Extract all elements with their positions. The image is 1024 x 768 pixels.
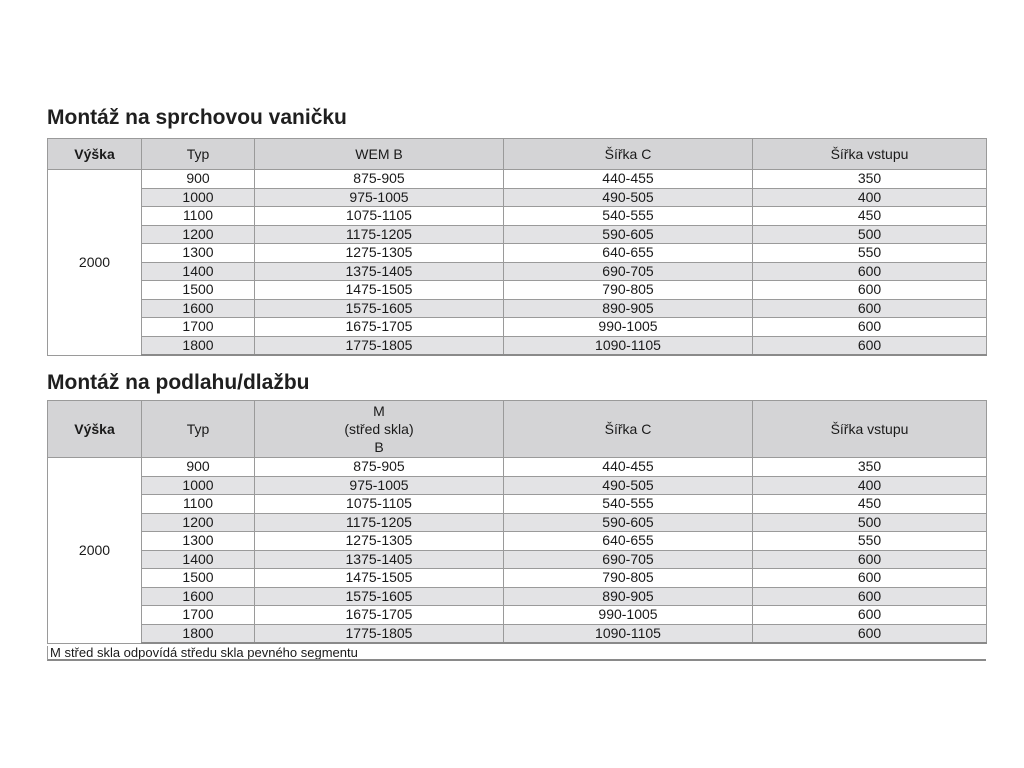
cell-width-c: 440-455: [504, 170, 753, 189]
cell-wem-b: 1175-1205: [255, 225, 504, 244]
cell-type: 1100: [142, 207, 255, 226]
cell-type: 1000: [142, 188, 255, 207]
table-row: [48, 476, 987, 495]
cell-width-c: 590-605: [504, 513, 753, 532]
table-row: [48, 336, 987, 355]
cell-wem-b: 975-1005: [255, 476, 504, 495]
cell-type: 1300: [142, 244, 255, 263]
cell-wem-b: 1675-1705: [255, 606, 504, 625]
cell-height: 2000: [48, 170, 142, 356]
cell-wem-b: 1675-1705: [255, 318, 504, 337]
cell-wem-b: 1275-1305: [255, 532, 504, 551]
table-row: [48, 550, 987, 569]
header-width-c: Šířka C: [504, 139, 753, 170]
cell-width-c: 690-705: [504, 262, 753, 281]
table-row: [48, 606, 987, 625]
table-row: [48, 495, 987, 514]
spec-table-shower-tray: [47, 138, 987, 356]
cell-entry-width: 550: [753, 244, 987, 263]
section-title-floor: Montáž na podlahu/dlažbu: [47, 371, 310, 394]
cell-type: 1700: [142, 606, 255, 625]
cell-wem-b: 1375-1405: [255, 550, 504, 569]
cell-entry-width: 600: [753, 550, 987, 569]
table-row: [48, 262, 987, 281]
table-row: [48, 188, 987, 207]
cell-width-c: 890-905: [504, 299, 753, 318]
cell-entry-width: 600: [753, 587, 987, 606]
cell-type: 1500: [142, 281, 255, 300]
cell-wem-b: 1275-1305: [255, 244, 504, 263]
cell-entry-width: 600: [753, 262, 987, 281]
cell-entry-width: 600: [753, 606, 987, 625]
cell-entry-width: 600: [753, 318, 987, 337]
table-body: [48, 458, 987, 644]
cell-width-c: 540-555: [504, 207, 753, 226]
cell-wem-b: 1775-1805: [255, 624, 504, 643]
table-row: [48, 513, 987, 532]
table-row: [48, 225, 987, 244]
cell-type: 1200: [142, 513, 255, 532]
cell-width-c: 640-655: [504, 532, 753, 551]
cell-type: 1100: [142, 495, 255, 514]
cell-width-c: 1090-1105: [504, 336, 753, 355]
header-height: Výška: [48, 139, 142, 170]
cell-type: 1000: [142, 476, 255, 495]
cell-entry-width: 450: [753, 207, 987, 226]
cell-type: 1300: [142, 532, 255, 551]
cell-width-c: 440-455: [504, 458, 753, 477]
cell-entry-width: 550: [753, 532, 987, 551]
footnote: M střed skla odpovídá středu skla pevného segmentu: [47, 646, 986, 661]
header-m-glass-center-b: [255, 401, 504, 458]
cell-type: 1800: [142, 624, 255, 643]
header-wem-b: WEM B: [255, 139, 504, 170]
cell-width-c: 490-505: [504, 188, 753, 207]
cell-entry-width: 400: [753, 188, 987, 207]
table-row: [48, 318, 987, 337]
cell-type: 900: [142, 170, 255, 189]
header-m-line-1: M: [373, 403, 385, 419]
table-row: [48, 281, 987, 300]
cell-width-c: 1090-1105: [504, 624, 753, 643]
cell-entry-width: 600: [753, 281, 987, 300]
cell-type: 1600: [142, 587, 255, 606]
header-m-line-3: B: [374, 439, 384, 455]
cell-width-c: 690-705: [504, 550, 753, 569]
table-row: [48, 532, 987, 551]
cell-width-c: 490-505: [504, 476, 753, 495]
table-row: [48, 170, 987, 189]
cell-width-c: 640-655: [504, 244, 753, 263]
cell-wem-b: 1475-1505: [255, 281, 504, 300]
cell-wem-b: 1775-1805: [255, 336, 504, 355]
cell-wem-b: 1575-1605: [255, 299, 504, 318]
cell-wem-b: 1475-1505: [255, 569, 504, 588]
cell-entry-width: 600: [753, 299, 987, 318]
table-row: [48, 624, 987, 643]
cell-width-c: 890-905: [504, 587, 753, 606]
cell-width-c: 790-805: [504, 569, 753, 588]
header-entry-width: Šířka vstupu: [753, 139, 987, 170]
cell-type: 1800: [142, 336, 255, 355]
cell-width-c: 590-605: [504, 225, 753, 244]
header-width-c: Šířka C: [504, 401, 753, 458]
cell-height: 2000: [48, 458, 142, 644]
cell-entry-width: 450: [753, 495, 987, 514]
cell-entry-width: 500: [753, 225, 987, 244]
cell-entry-width: 350: [753, 170, 987, 189]
cell-type: 1500: [142, 569, 255, 588]
header-type: Typ: [142, 401, 255, 458]
cell-wem-b: 875-905: [255, 458, 504, 477]
table-row: [48, 458, 987, 477]
cell-type: 1600: [142, 299, 255, 318]
cell-entry-width: 600: [753, 624, 987, 643]
cell-width-c: 990-1005: [504, 606, 753, 625]
cell-type: 1400: [142, 550, 255, 569]
cell-wem-b: 1075-1105: [255, 495, 504, 514]
cell-type: 1400: [142, 262, 255, 281]
cell-entry-width: 600: [753, 569, 987, 588]
table-row: [48, 244, 987, 263]
cell-type: 900: [142, 458, 255, 477]
cell-type: 1700: [142, 318, 255, 337]
table-header-row: [48, 139, 987, 170]
cell-entry-width: 400: [753, 476, 987, 495]
table-row: [48, 207, 987, 226]
table-row: [48, 569, 987, 588]
header-height: Výška: [48, 401, 142, 458]
section-title-shower-tray: Montáž na sprchovou vaničku: [47, 106, 347, 129]
table-header-row: [48, 401, 987, 458]
cell-wem-b: 975-1005: [255, 188, 504, 207]
cell-width-c: 990-1005: [504, 318, 753, 337]
table-row: [48, 587, 987, 606]
cell-wem-b: 875-905: [255, 170, 504, 189]
cell-entry-width: 600: [753, 336, 987, 355]
cell-entry-width: 500: [753, 513, 987, 532]
cell-wem-b: 1075-1105: [255, 207, 504, 226]
cell-wem-b: 1375-1405: [255, 262, 504, 281]
cell-width-c: 540-555: [504, 495, 753, 514]
table-row: [48, 299, 987, 318]
cell-wem-b: 1575-1605: [255, 587, 504, 606]
header-type: Typ: [142, 139, 255, 170]
cell-type: 1200: [142, 225, 255, 244]
header-m-line-2: (střed skla): [344, 421, 414, 437]
table-body: [48, 170, 987, 356]
cell-entry-width: 350: [753, 458, 987, 477]
spec-table-floor: [47, 400, 987, 644]
cell-width-c: 790-805: [504, 281, 753, 300]
cell-wem-b: 1175-1205: [255, 513, 504, 532]
header-entry-width: Šířka vstupu: [753, 401, 987, 458]
